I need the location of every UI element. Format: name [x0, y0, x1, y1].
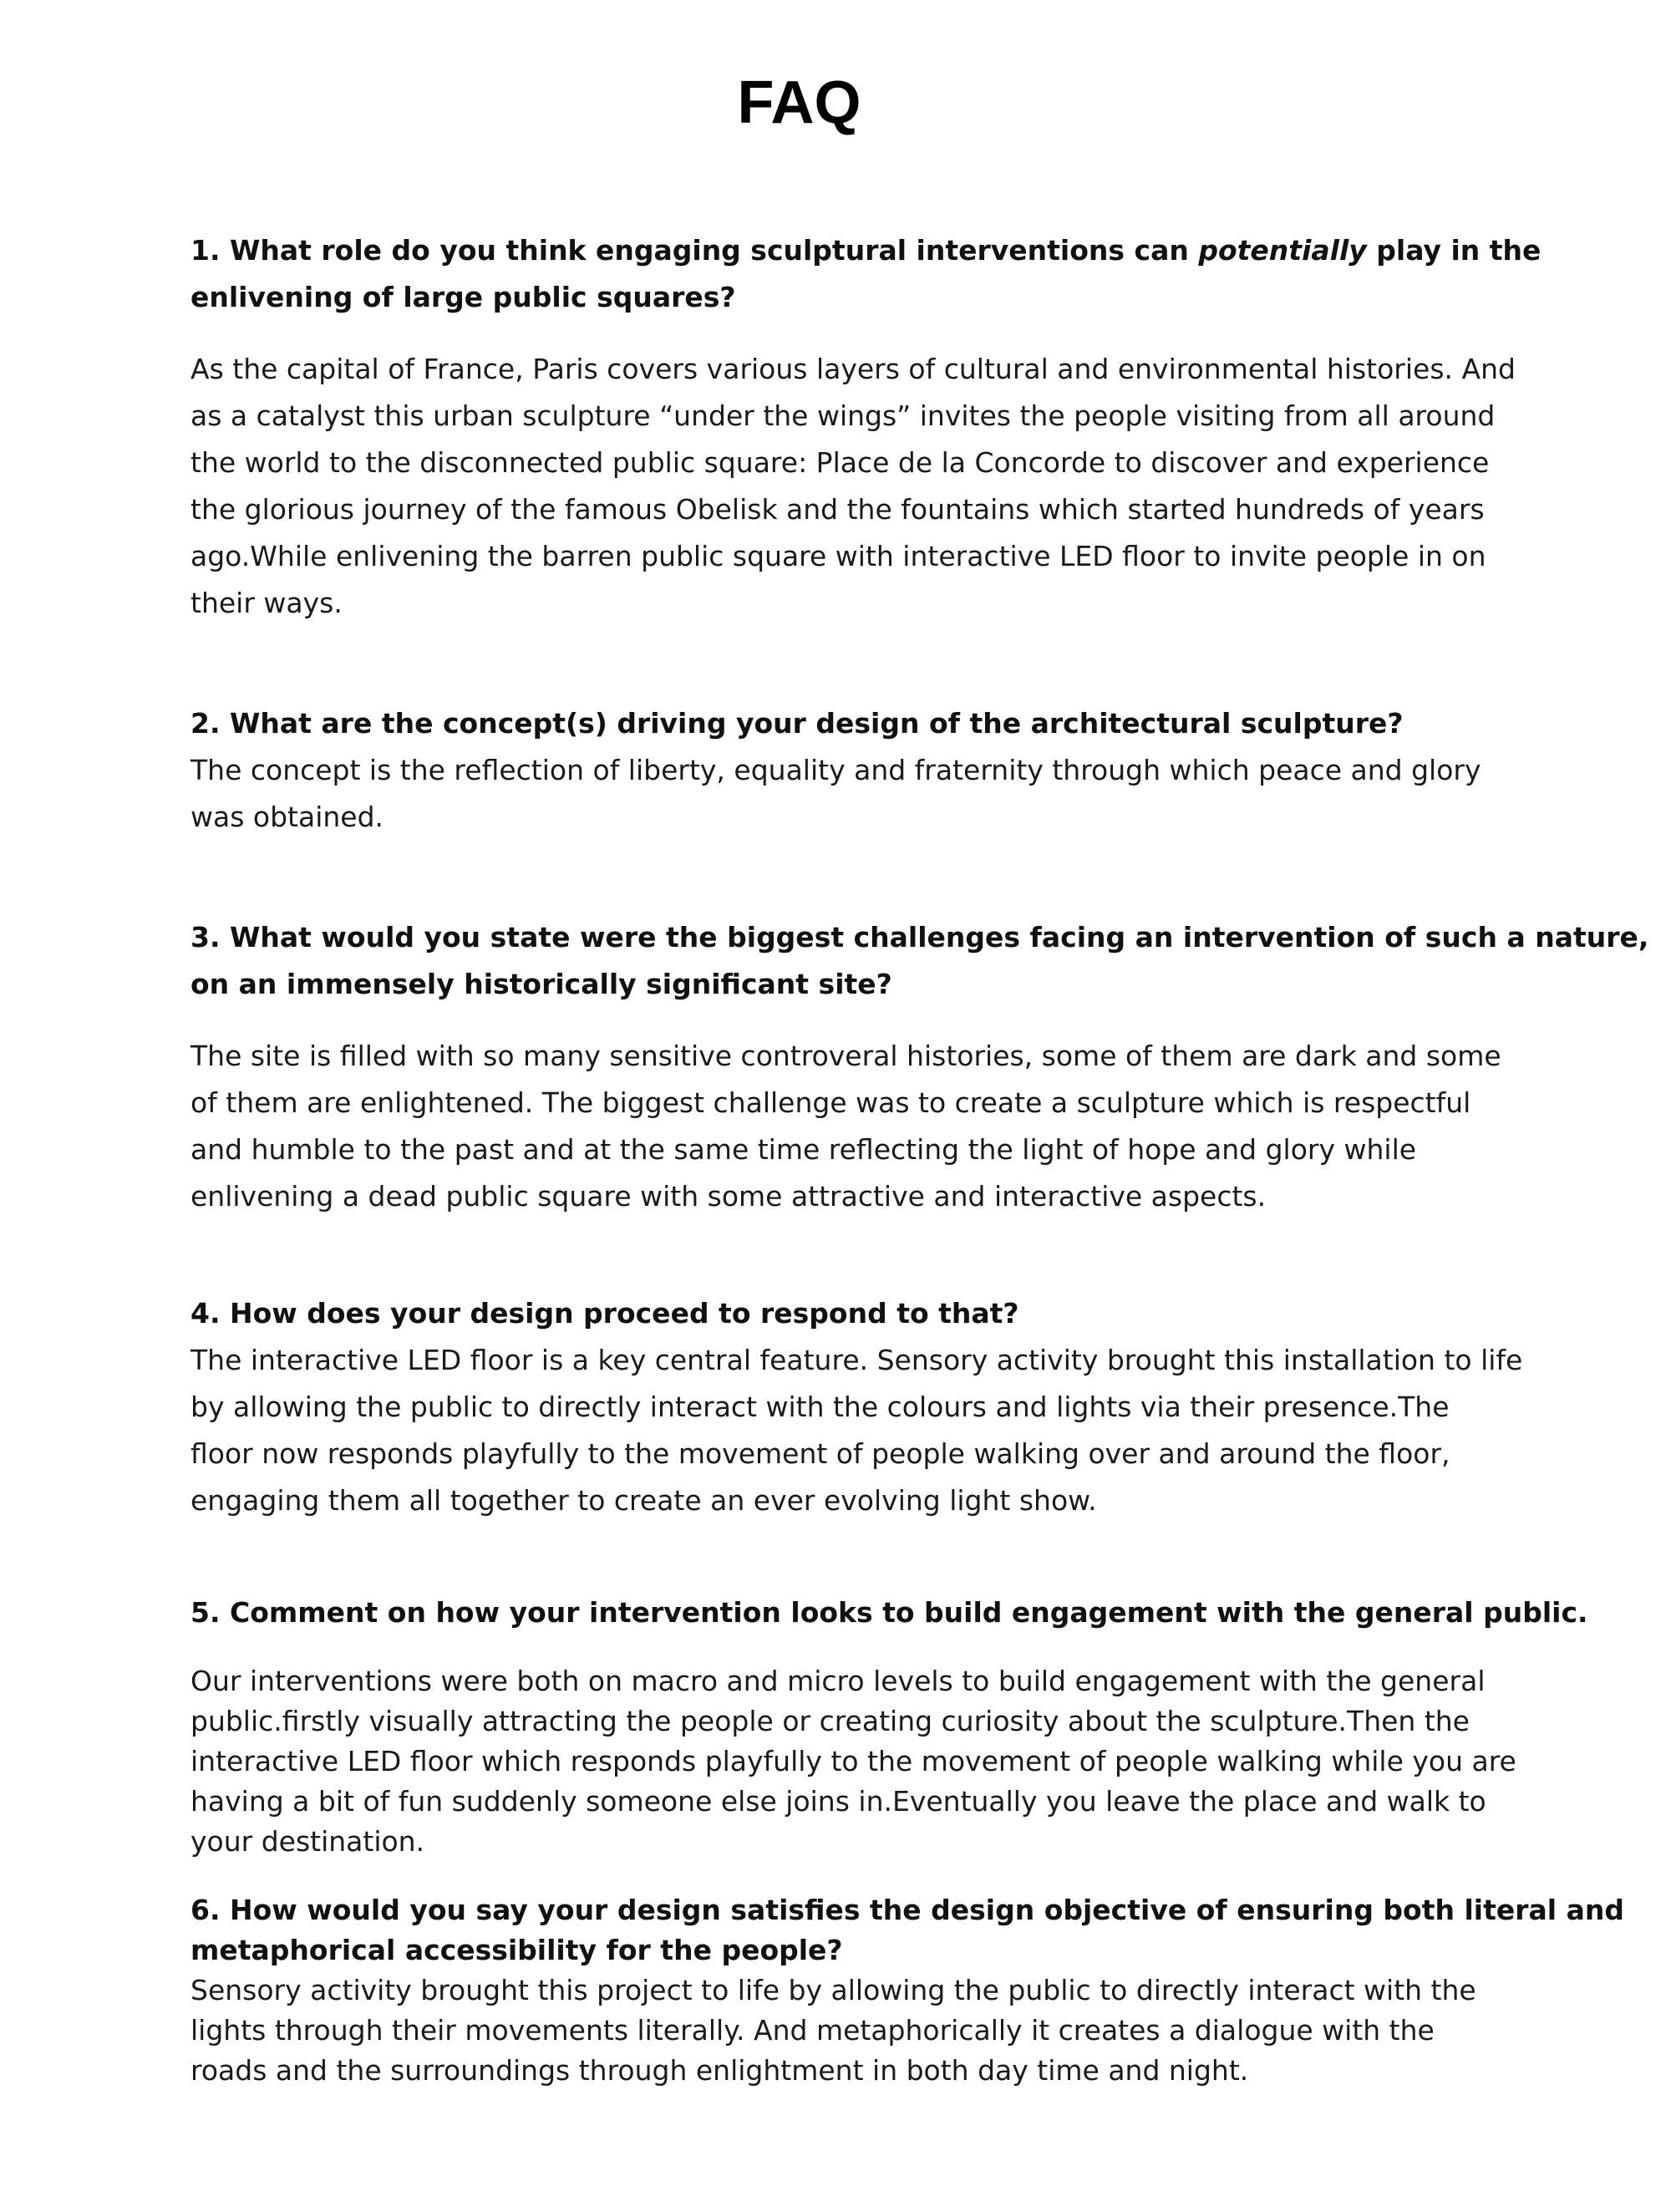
page-title: FAQ [737, 69, 861, 136]
answer-line: The site is filled with so many sensitive controveral histories, some of them are dark and some [190, 1040, 1501, 1072]
question-line [190, 227, 1541, 274]
answer-line: by allowing the public to directly interact with the colours and lights via their presence.The [190, 1391, 1450, 1423]
faq-answer [190, 1337, 1523, 1524]
question-line: 4. How does your design proceed to respond to that? [190, 1297, 1019, 1330]
answer-line: interactive LED floor which responds playfully to the movement of people walking while you are [190, 1745, 1516, 1777]
answer-line: As the capital of France, Paris covers various layers of cultural and environmental histories. And [190, 353, 1516, 385]
faq-item-4 [190, 1290, 1523, 1524]
question-line: on an immensely historically significant site? [190, 968, 892, 1000]
faq-question [190, 1290, 1498, 1337]
answer-line: The interactive LED floor is a key central feature. Sensory activity brought this installation to life [190, 1344, 1523, 1376]
question-line: 3. What would you state were the biggest challenges facing an intervention of such a nature, [190, 921, 1649, 953]
faq-question [190, 227, 1541, 321]
question-line: 2. What are the concept(s) driving your design of the architectural sculpture? [190, 707, 1404, 740]
question-text: play in the [1366, 234, 1541, 267]
answer-line: The concept is the reflection of liberty, equality and fraternity through which peace and glory [190, 754, 1481, 786]
answer-line: ago.While enlivening the barren public square with interactive LED floor to invite people in on [190, 540, 1486, 572]
answer-line: the glorious journey of the famous Obelisk and the fountains which started hundreds of years [190, 493, 1485, 526]
answer-line: roads and the surroundings through enlightment in both day time and night. [190, 2054, 1249, 2087]
answer-line: engaging them all together to create an ever evolving light show. [190, 1484, 1097, 1517]
faq-answer [190, 346, 1516, 627]
answer-line: the world to the disconnected public square: Place de la Concorde to discover and experience [190, 446, 1490, 479]
faq-question [190, 1890, 1624, 1970]
answer-line: public.firstly visually attracting the people or creating curiosity about the sculpture.Then the [190, 1705, 1470, 1737]
faq-item-1 [190, 227, 1541, 627]
faq-item-3 [190, 914, 1649, 1220]
answer-line: and humble to the past and at the same time reflecting the light of hope and glory while [190, 1133, 1417, 1166]
faq-answer [190, 1970, 1498, 2091]
answer-line: their ways. [190, 587, 343, 619]
answer-line: having a bit of fun suddenly someone else joins in.Eventually you leave the place and walk to [190, 1785, 1486, 1818]
answer-line: your destination. [190, 1825, 425, 1858]
question-line: enlivening of large public squares? [190, 281, 736, 313]
faq-answer [190, 1661, 1516, 1862]
question-line: 6. How would you say your design satisfies the design objective of ensuring both literal and [190, 1894, 1624, 1926]
faq-answer [190, 747, 1498, 841]
answer-line: as a catalyst this urban sculpture “under the wings” invites the people visiting from all around [190, 399, 1496, 432]
answer-line: was obtained. [190, 801, 384, 833]
faq-item-2 [190, 700, 1498, 841]
answer-line: Our interventions were both on macro and micro levels to build engagement with the general [190, 1665, 1486, 1697]
answer-line: floor now responds playfully to the movement of people walking over and around the floor, [190, 1437, 1450, 1470]
question-emphasis: potentially [1198, 234, 1367, 267]
question-text: 1. What role do you think engaging sculptural interventions can [190, 234, 1199, 267]
answer-line: Sensory activity brought this project to life by allowing the public to directly interact with the [190, 1974, 1476, 2006]
question-line: 5. Comment on how your intervention looks to build engagement with the general public. [190, 1596, 1588, 1629]
faq-question [190, 914, 1649, 1008]
faq-item-5 [190, 1593, 1588, 1862]
question-line: metaphorical accessibility for the people? [190, 1934, 843, 1966]
answer-line: of them are enlightened. The biggest challenge was to create a sculpture which is respectful [190, 1086, 1471, 1119]
answer-line: lights through their movements literally. And metaphorically it creates a dialogue with the [190, 2014, 1435, 2047]
faq-question [190, 1593, 1588, 1633]
answer-line: enlivening a dead public square with some attractive and interactive aspects. [190, 1180, 1267, 1213]
faq-answer [190, 1033, 1501, 1220]
faq-question [190, 700, 1498, 747]
faq-item-6 [190, 1890, 1624, 2091]
